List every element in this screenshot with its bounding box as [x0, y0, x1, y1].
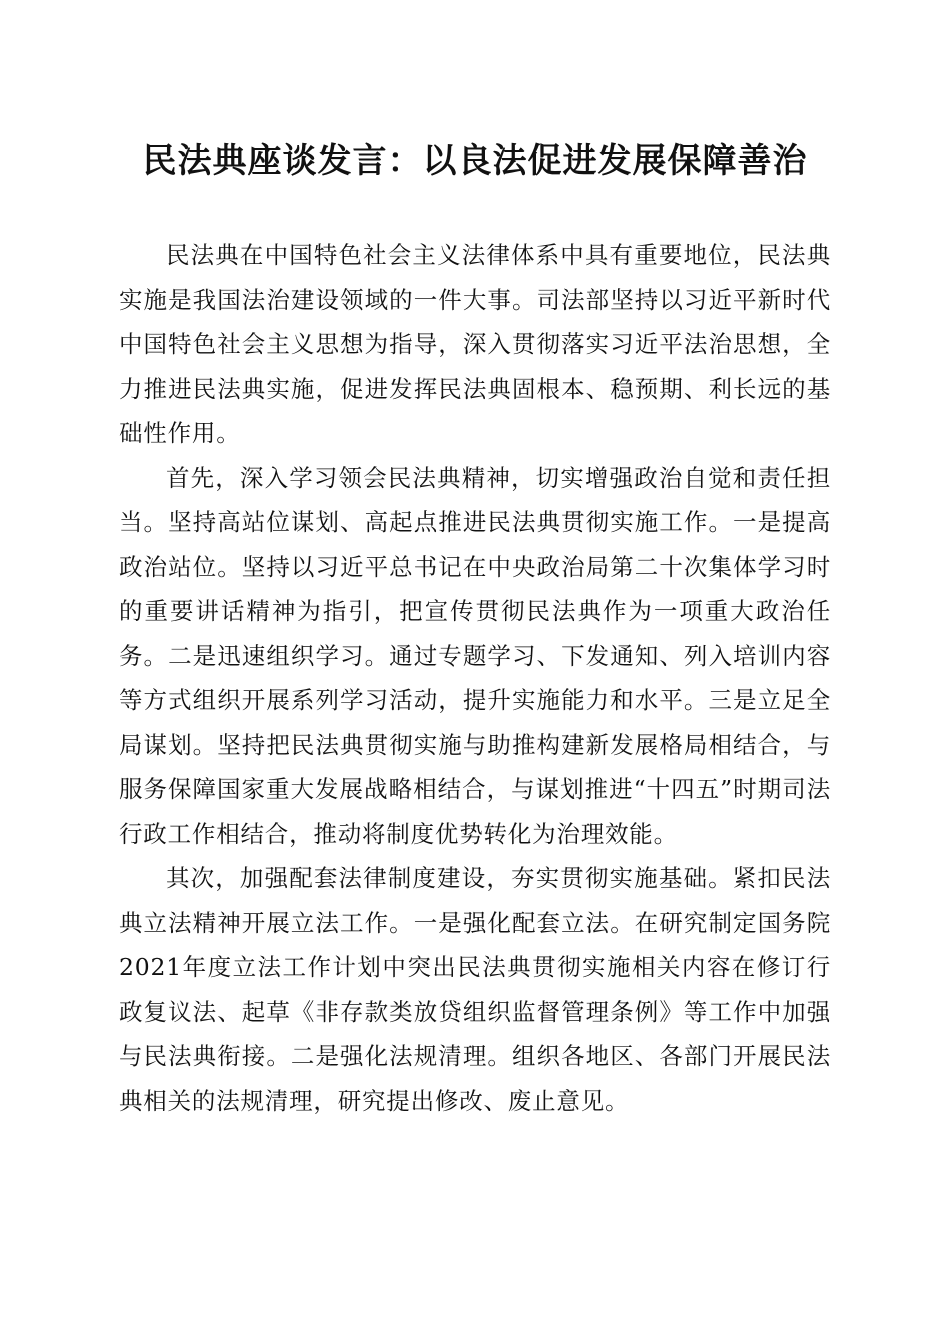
document-body [119, 233, 831, 1123]
paragraph-intro: 民法典在中国特色社会主义法律体系中具有重要地位，民法典实施是我国法治建设领域的一件大事。司法部坚持以习近平新时代中国特色社会主义思想为指导，深入贯彻落实习近平法治思想，全力推进民法典实施，促进发挥民法典固根本、稳预期、利长远的基础性作用。 [119, 241, 831, 447]
paragraph-first: 首先，深入学习领会民法典精神，切实增强政治自觉和责任担当。坚持高站位谋划、高起点推进民法典贯彻实施工作。一是提高政治站位。坚持以习近平总书记在中央政治局第二十次集体学习时的重要讲话精神为指引，把宣传贯彻民法典作为一项重大政治任务。二是迅速组织学习。通过专题学习、下发通知、列入培训内容等方式组织开展系列学习活动，提升实施能力和水平。三是立足全局谋划。坚持把民法典贯彻实施与助推构建新发展格局相结合，与服务保障国家重大发展战略相结合，与谋划推进“十四五”时期司法行政工作相结合，推动将制度优势转化为治理效能。 [119, 463, 831, 848]
document-title: 民法典座谈发言：以良法促进发展保障善治 [142, 141, 808, 181]
paragraph-second: 其次，加强配套法律制度建设，夯实贯彻实施基础。紧扣民法典立法精神开展立法工作。一是强化配套立法。在研究制定国务院2021年度立法工作计划中突出民法典贯彻实施相关内容在修订行政复议法、起草《非存款类放贷组织监督管理条例》等工作中加强与民法典衔接。二是强化法规清理。组织各地区、各部门开展民法典相关的法规清理，研究提出修改、废止意见。 [119, 864, 831, 1115]
